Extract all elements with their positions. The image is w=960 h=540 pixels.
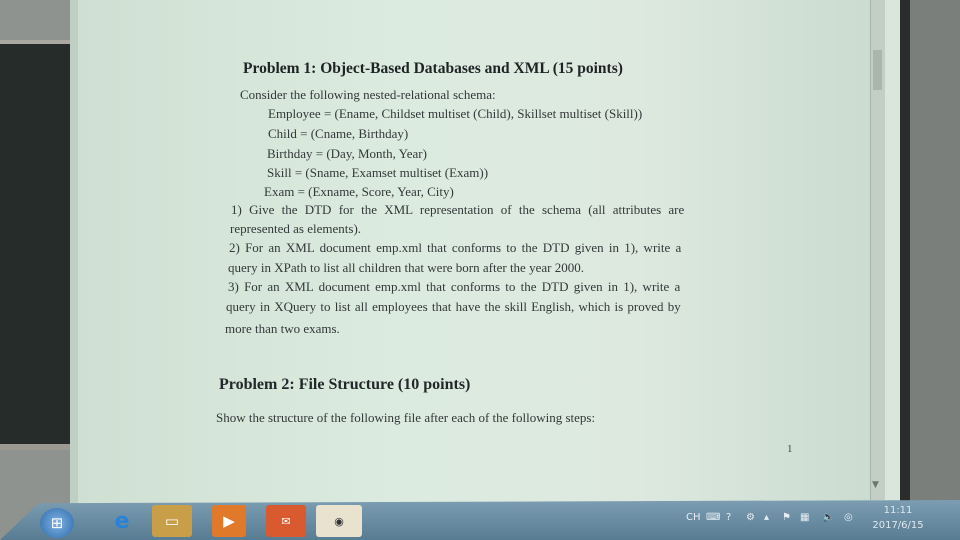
network-icon[interactable]: ▦ [800,512,810,523]
folder-icon: ▭ [164,512,180,530]
problem1-intro: Consider the following nested-relational schema: [240,87,496,102]
windows-logo-icon: ⊞ [50,514,64,532]
volume-icon[interactable]: 🔈 [822,512,835,523]
taskbar-clock[interactable] [868,503,928,533]
question2-line: query in XPath to list all children that were born after the year 2000. [228,260,584,275]
app-icon: ✉ [281,514,291,528]
taskbar-browser[interactable] [104,505,140,537]
schema-line: Exam = (Exname, Score, Year, City) [264,184,454,199]
problem1-title: Problem 1: Object-Based Databases and XML (15 points) [243,60,623,77]
start-button[interactable] [40,508,74,538]
taskbar-media-player[interactable] [212,505,246,537]
show-hidden-icons-icon[interactable]: ▴ [764,512,770,523]
page-number: 1 [787,443,793,455]
play-icon: ▶ [223,512,235,530]
schema-line: Skill = (Sname, Examset multiset (Exam)) [267,165,489,180]
problem2-title: Problem 2: File Structure (10 points) [219,376,471,393]
clock-time: 11:11 [883,505,913,516]
question2-line: 2) For an XML document emp.xml that conforms to the DTD given in 1), write a [229,240,682,255]
update-icon[interactable]: ◎ [844,512,853,523]
schema-line: Birthday = (Day, Month, Year) [267,146,427,161]
taskbar-file-explorer[interactable] [152,505,192,537]
taskbar-app[interactable] [266,505,306,537]
flag-icon[interactable]: ⚑ [782,512,791,523]
scroll-down-arrow-icon[interactable]: ▼ [872,480,879,490]
schema-line: Employee = (Ename, Childset multiset (Child), Skillset multiset (Skill)) [268,106,643,121]
tray-language[interactable]: CH [686,512,701,523]
browser-icon: e [114,508,130,534]
schema-line: Child = (Cname, Birthday) [268,126,409,141]
camera-icon: ◉ [334,514,344,528]
problem2-intro: Show the structure of the following file after each of the following steps: [216,410,596,425]
question1-line: represented as elements). [230,221,362,236]
question1-line: 1) Give the DTD for the XML representation of the schema (all attributes are [231,202,685,217]
taskbar-camera-app[interactable] [316,505,362,537]
question3-line: query in XQuery to list all employees that have the skill English, which is proved by [226,299,681,314]
clock-date: 2017/6/15 [872,520,924,531]
question3-line: 3) For an XML document emp.xml that conforms to the DTD given in 1), write a [228,279,681,294]
help-icon[interactable]: ? [726,512,732,523]
taskbar [0,500,960,540]
settings-icon[interactable]: ⚙ [746,512,755,523]
question3-line: more than two exams. [225,321,340,336]
keyboard-icon[interactable]: ⌨ [706,512,721,523]
